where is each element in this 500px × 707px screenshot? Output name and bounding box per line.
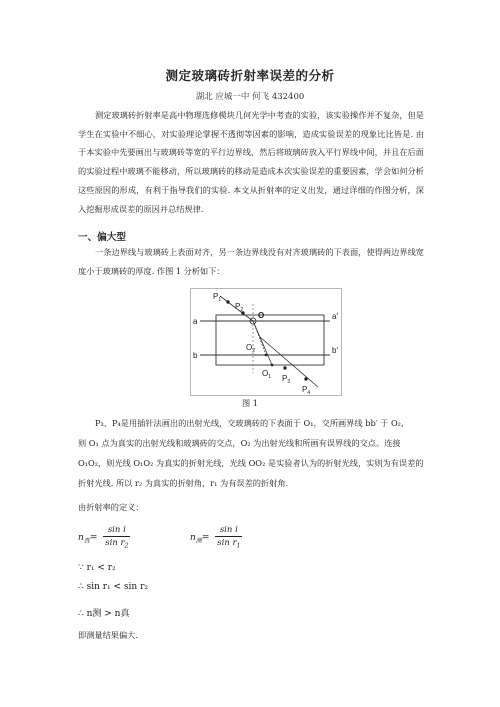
svg-text:a′: a′ <box>332 312 338 321</box>
glass-block <box>216 315 324 365</box>
step-line-3: ∴ n测 > n真 <box>78 609 130 619</box>
figure-caption: 图 1 <box>242 398 258 408</box>
svg-text:O1: $O_1$ <box>262 369 272 380</box>
svg-text:P4: $P_4$ <box>302 385 311 396</box>
analysis-line-3: O₁O₂，则光线 O₁O₂ 为真实的折射光线，光线 OO₂ 是实验者认为的折射光线，实则为有误差的 <box>78 458 424 468</box>
svg-text:a: a <box>193 317 198 326</box>
formula-measured-index: $n_测=$ $\frac{\text{sin i}}{\sin r_1}$ <box>190 525 241 550</box>
point-o1-marker <box>271 364 274 367</box>
svg-text:b′: b′ <box>332 346 338 355</box>
svg-text:P1: $P_1$ <box>213 292 222 303</box>
svg-text:P3: $P_3$ <box>282 374 291 385</box>
analysis-line-1: P₃、P₄是用插针法画出的出射光线，交玻璃砖的下表面于 O₁，交所画界线 bb′ 于 O₂, <box>95 418 404 428</box>
svg-text:O2: $O_2$ <box>246 343 256 354</box>
point-o2-marker <box>265 354 268 357</box>
formula-true-index: $n_真=$ $\frac{\text{sin i}}{\sin r_2}$ <box>78 525 129 550</box>
step-line-1: ∵ r₁ < r₂ <box>78 563 116 573</box>
svg-text:O: O <box>258 311 265 320</box>
step-line-2: ∴ sin r₁ < sin r₂ <box>78 582 148 592</box>
pin-p4-marker <box>304 377 307 380</box>
analysis-line-4: 折射光线. 所以 r₂ 为真实的折射角，r₁ 为有误差的折射角. <box>78 478 289 488</box>
analysis-line-2: 则 O₁ 点为真实的出射光线和玻璃砖的交点，O₂ 为出射光线和所画有误界线的交点。连接 <box>78 438 401 448</box>
svg-text:b: b <box>193 351 198 360</box>
intro-paragraph: 测定玻璃砖折射率是高中物理选修模块几何光学中考查的实验，该实验操作并不复杂，但是学生在实验中不细心，对实验理论掌握不透彻等因素的影响，造成实验误差的现象比比皆是. 由于本实验中先要画出与玻璃砖等宽的平行边界线，然后将玻璃砖放入平行界线中间，并且在后面的实验过程中玻璃不能移动，所以玻璃砖的移动是造成本次实验误差的重要因素，学会如何分析这些原因的形成，有利于指导我们的实验. 本文从折射率的定义出发，通过详细的作图分析，深入挖掘形成误差的原因并总结规律. <box>78 110 424 214</box>
pin-p3-marker <box>283 366 286 369</box>
refraction-diagram <box>190 288 342 396</box>
svg-text:P2: $P_2$ <box>235 302 244 313</box>
section-heading: 一、偏大型 <box>78 232 126 243</box>
author-line: 湖北 应城一中 何飞 432400 <box>195 92 305 102</box>
document-title: 测定玻璃砖折射率误差的分析 <box>165 68 335 83</box>
section-paragraph: 一条边界线与玻璃砖上表面对齐，另一条边界线没有对齐玻璃砖的下表面，使得两边界线宽度小于玻璃砖的厚度. 作图 1 分析如下： <box>78 247 424 276</box>
conclusion-line: 即测量结果偏大. <box>78 630 138 640</box>
pin-p1-marker <box>226 300 229 303</box>
true-refracted-ray <box>253 321 272 365</box>
definition-label: 由折射率的定义： <box>78 502 144 512</box>
